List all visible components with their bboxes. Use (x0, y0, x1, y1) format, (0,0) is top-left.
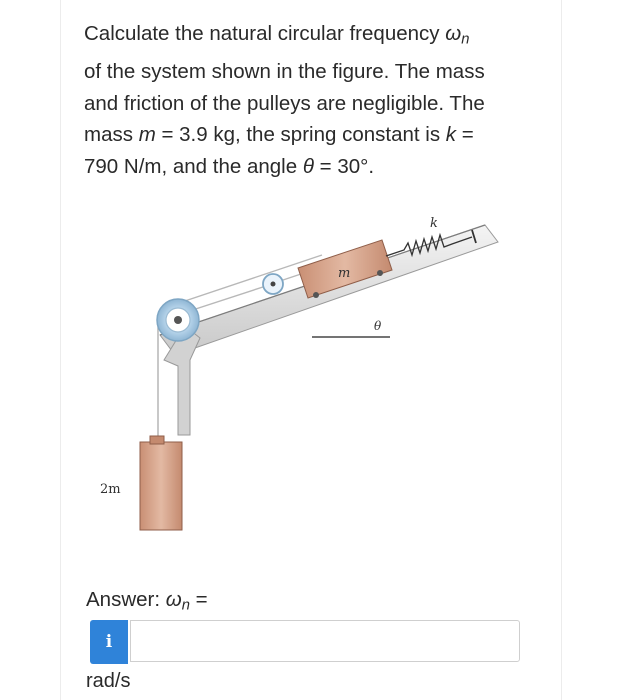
question-line-2: of the system shown in the figure. The mass (84, 60, 485, 84)
question-line-1-text: Calculate the natural circular frequency (84, 22, 446, 45)
answer-omega-symbol: ω (165, 588, 182, 611)
answer-row (90, 620, 522, 664)
answer-label (86, 588, 208, 614)
question-line-4-post: = (456, 123, 474, 147)
question-line-3: and friction of the pulleys are negligible. The (84, 91, 485, 115)
hanging-mass-2m (100, 436, 182, 530)
question-line-1 (84, 18, 534, 56)
info-icon: i (105, 632, 113, 652)
answer-omega-subscript: n (181, 597, 190, 614)
question-line-4 (84, 119, 534, 151)
theta-symbol: θ (302, 154, 314, 178)
question-text (84, 18, 534, 182)
spring-label: k (430, 216, 438, 231)
mass-symbol: m (138, 123, 156, 147)
omega-subscript: n (461, 31, 470, 48)
spring-constant-symbol: k (445, 123, 457, 147)
question-line-5-post: = 30°. (313, 154, 375, 178)
answer-label-pre: Answer: (86, 588, 166, 611)
answer-input[interactable] (130, 620, 520, 662)
system-figure (90, 210, 530, 550)
movable-pulley (263, 274, 283, 294)
question-line-5 (84, 151, 534, 183)
question-line-5-pre: 790 N/m, and the angle (84, 154, 303, 178)
fixed-pulley (157, 299, 199, 341)
block-m-label: m (338, 266, 351, 281)
angle-indicator (312, 319, 390, 337)
answer-units: rad/s (86, 670, 131, 692)
info-button[interactable] (90, 620, 128, 664)
omega-symbol: ω (445, 22, 462, 45)
angle-label: θ (374, 319, 382, 333)
hanging-mass-label: 2m (100, 482, 121, 497)
question-line-4-mid: = 3.9 kg, the spring constant is (155, 123, 446, 147)
question-line-4-pre: mass (84, 123, 139, 147)
answer-label-post: = (189, 588, 208, 611)
